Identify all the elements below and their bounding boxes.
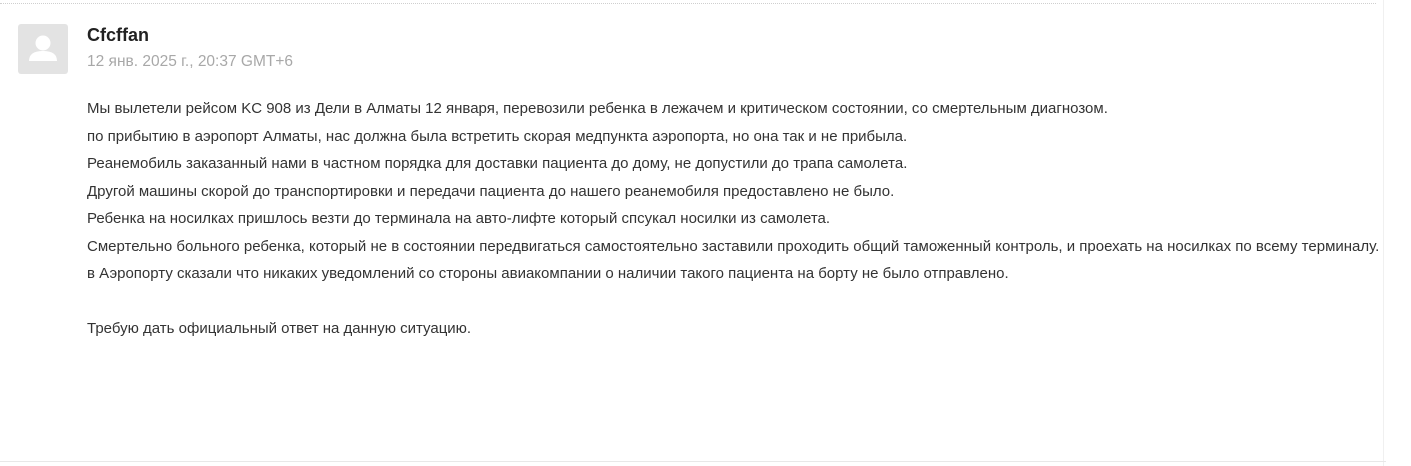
- comment-paragraph: Ребенка на носилках пришлось везти до терминала на авто-лифте который спсукал носилки из самолета.: [87, 210, 831, 227]
- comment-paragraph: Смертельно больного ребенка, который не в состоянии передвигаться самостоятельно заставили проходить общий таможенный контроль, и проехать на носилках по всему терминалу.: [87, 237, 1380, 255]
- comment-paragraph: Другой машины скорой до транспортировки и передачи пациента до нашего реанемобиля предоставлено не было.: [87, 182, 895, 200]
- bottom-divider: [0, 461, 1386, 462]
- comment-paragraph: по прибытию в аэропорт Алматы, нас должна была встретить скорая медпункта аэропорта, но она так и не прибыла.: [87, 127, 908, 145]
- comment-paragraph: Мы вылетели рейсом KC 908 из Дели в Алматы 12 января, перевозили ребенка в лежачем и критическом состоянии, со смертельным диагнозом.: [87, 100, 1108, 117]
- comment-paragraph: Требую дать официальный ответ на данную ситуацию.: [87, 320, 472, 337]
- user-silhouette-icon: [18, 24, 68, 74]
- comment-blank-line: [87, 288, 1383, 316]
- top-divider: [0, 3, 1376, 4]
- comment-author[interactable]: Cfcffan: [87, 25, 149, 45]
- comment-timestamp: 12 янв. 2025 г., 20:37 GMT+6: [87, 53, 294, 70]
- avatar[interactable]: [18, 24, 68, 74]
- comment-body: [87, 95, 1383, 343]
- comment-paragraph: в Аэропорту сказали что никаких уведомлений со стороны авиакомпании о наличии такого пациента на борту не было отправлено.: [87, 265, 1009, 282]
- right-edge-divider: [1383, 0, 1384, 466]
- comment-paragraph: Реанемобиль заказанный нами в частном порядка для доставки пациента до дому, не допустили до трапа самолета.: [87, 155, 908, 172]
